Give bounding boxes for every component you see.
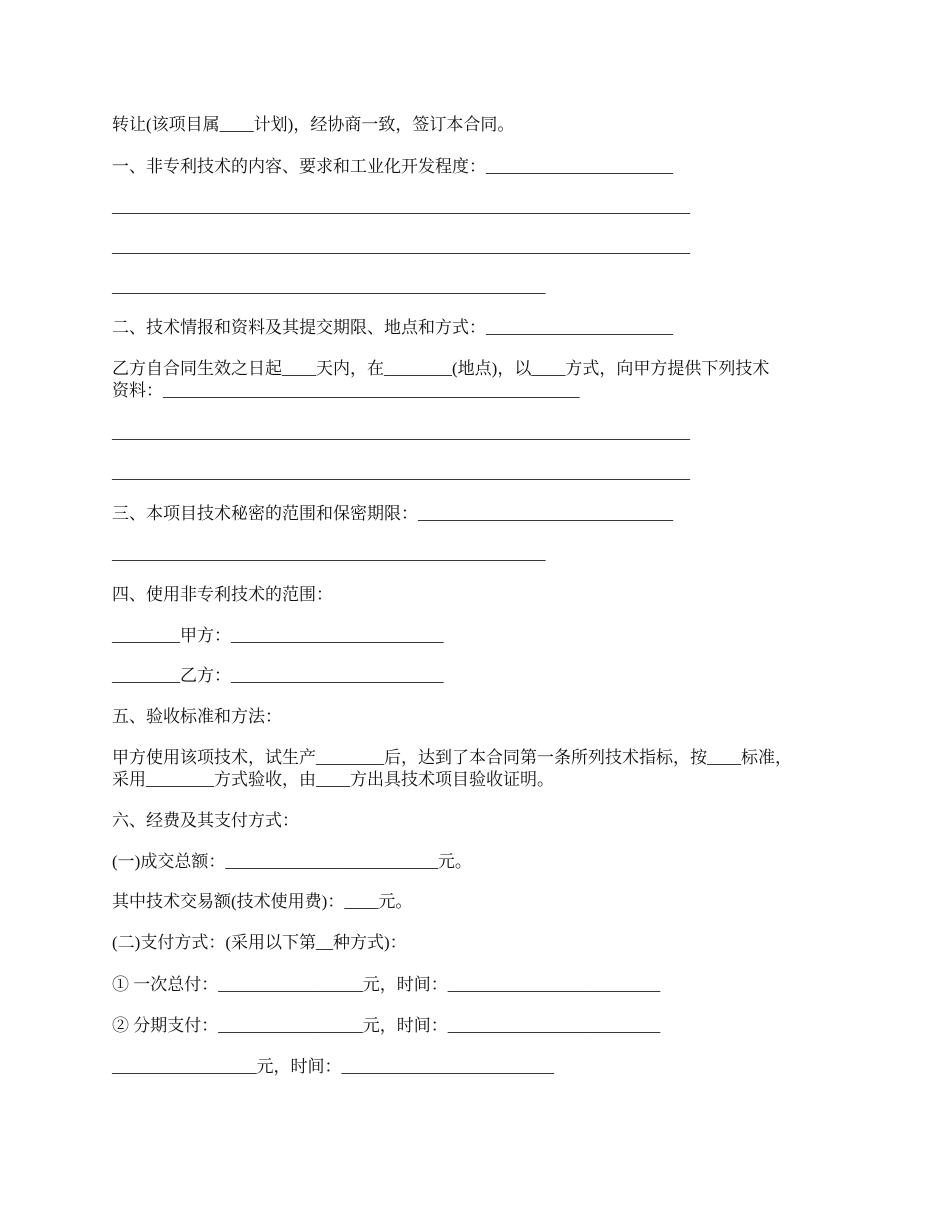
section-2-heading: 二、技术情报和资料及其提交期限、地点和方式：______________________ xyxy=(112,318,673,337)
section-3-blank-line: ___________________________________________________ xyxy=(112,544,546,563)
section-4-party-b-line: ________乙方：_________________________ xyxy=(112,666,444,685)
installment-payment-line: ② 分期支付：_________________元，时间：_________________________ xyxy=(112,1016,661,1035)
section-2-text-line: 乙方自合同生效之日起____天内，在________(地点)，以____方式，向甲方提供下列技术 xyxy=(112,359,770,378)
section-3-heading: 三、本项目技术秘密的范围和保密期限：______________________________ xyxy=(112,504,673,523)
section-6-heading: 六、经费及其支付方式： xyxy=(112,811,299,830)
section-2-blank-line: ____________________________________________________________________ xyxy=(112,423,690,442)
installment-continuation-line: _________________元，时间：_________________________ xyxy=(112,1057,554,1076)
section-1-blank-line: ____________________________________________________________________ xyxy=(112,197,690,216)
section-5-heading: 五、验收标准和方法： xyxy=(112,707,282,726)
payment-method-line: (二)支付方式：(采用以下第__种方式)： xyxy=(112,933,407,952)
total-amount-line: (一)成交总额：_________________________元。 xyxy=(112,852,472,871)
section-2-blank-line: ____________________________________________________________________ xyxy=(112,463,690,482)
section-4-party-a-line: ________甲方：_________________________ xyxy=(112,626,444,645)
technology-fee-line: 其中技术交易额(技术使用费)：____元。 xyxy=(112,892,413,911)
section-4-heading: 四、使用非专利技术的范围： xyxy=(112,585,333,604)
section-1-blank-line: ____________________________________________________________________ xyxy=(112,237,690,256)
lump-sum-payment-line: ① 一次总付：_________________元，时间：_________________________ xyxy=(112,975,661,994)
section-1-blank-line: ___________________________________________________ xyxy=(112,277,546,296)
contract-intro-line: 转让(该项目属____计划)，经协商一致，签订本合同。 xyxy=(112,115,515,134)
section-5-text-line: 甲方使用该项技术，试生产________后，达到了本合同第一条所列技术指标，按____标准， xyxy=(112,748,792,767)
section-5-text-line: 采用________方式验收，由____方出具技术项目验收证明。 xyxy=(112,770,554,789)
section-2-text-line: 资料：_________________________________________________ xyxy=(112,381,580,400)
section-1-heading: 一、非专利技术的内容、要求和工业化开发程度：______________________ xyxy=(112,157,673,176)
